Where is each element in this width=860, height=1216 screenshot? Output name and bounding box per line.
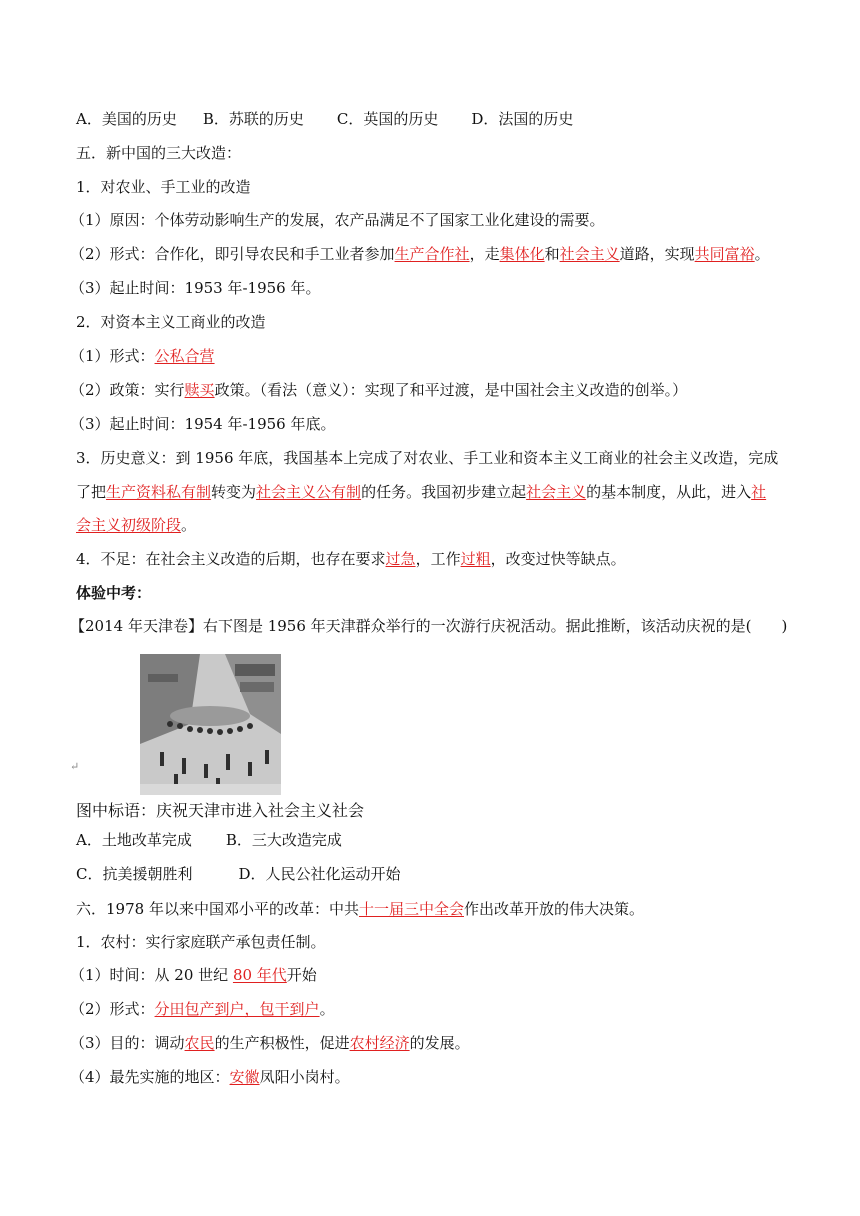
keyword: 十一届三中全会 (358, 900, 464, 918)
question-options-row (76, 108, 573, 130)
option-a: A．土地改革完成 (76, 831, 192, 849)
keyword: 社会主义公有制 (256, 483, 362, 501)
item-text: （3）起止时间：1953 年-1956 年。 (70, 279, 321, 297)
item-text: （2）政策：实行赎买政策。（看法（意义）：实现了和平过渡，是中国社会主义改造的创举。） (70, 381, 688, 399)
parade-photo-drawing (140, 654, 281, 795)
option-c: C．抗美援朝胜利 (76, 865, 193, 883)
parade-photo (140, 654, 281, 795)
exam-options-row-1 (76, 829, 342, 851)
exam-options-row-2 (76, 863, 401, 885)
keyword: 过粗 (460, 550, 491, 568)
keyword: 赎买 (184, 381, 215, 399)
item-text: （3）目的：调动农民的生产积极性，促进农村经济的发展。 (70, 1034, 470, 1052)
exam-heading: 体验中考： (76, 584, 152, 602)
keyword: 生产资料私有制 (106, 483, 212, 501)
item-title: 2．对资本主义工商业的改造 (76, 313, 266, 331)
item-text: （4）最先实施的地区：安徽凤阳小岗村。 (70, 1068, 350, 1086)
option-c: C．英国的历史 (336, 110, 439, 128)
item-text: （1）原因：个体劳动影响生产的发展，农产品满足不了国家工业化建设的需要。 (70, 211, 605, 229)
item-title: 1．农村：实行家庭联产承包责任制。 (76, 933, 326, 951)
keyword: 生产合作社 (394, 245, 470, 263)
item-text: （2）形式：分田包产到户，包干到户。 (70, 1000, 335, 1018)
item-text: 了把生产资料私有制转变为社会主义公有制的任务。我国初步建立起社会主义的基本制度，从此，进入社 (76, 483, 767, 501)
keyword: 80 年代 (232, 966, 287, 984)
option-d: D．法国的历史 (471, 110, 574, 128)
item-text: 3．历史意义：到 1956 年底，我国基本上完成了对农业、手工业和资本主义工商业的社会主义改造，完成 (76, 449, 779, 467)
item-text: （1）时间：从 20 世纪 80 年代开始 (70, 966, 317, 984)
keyword: 会主义初级阶段 (76, 516, 182, 534)
item-text: 会主义初级阶段。 (76, 516, 197, 534)
item-text: （3）起止时间：1954 年-1956 年底。 (70, 415, 336, 433)
item-text: 4．不足：在社会主义改造的后期，也存在要求过急，工作过粗，改变过快等缺点。 (76, 550, 626, 568)
option-b: B．三大改造完成 (225, 831, 342, 849)
keyword: 安徽 (229, 1068, 260, 1086)
section-heading: 六．1978 年以来中国邓小平的改革：中共十一届三中全会作出改革开放的伟大决策。 (76, 900, 644, 918)
option-d: D．人民公社化运动开始 (238, 865, 401, 883)
keyword: 农村经济 (349, 1034, 410, 1052)
keyword: 共同富裕 (694, 245, 755, 263)
item-title: 1．对农业、手工业的改造 (76, 178, 251, 196)
keyword: 社会主义 (559, 245, 620, 263)
item-text: （1）形式：公私合营 (70, 347, 215, 365)
option-a: A．美国的历史 (76, 110, 177, 128)
keyword: 社会主义 (526, 483, 587, 501)
section-heading: 五．新中国的三大改造： (76, 144, 242, 162)
keyword: 农民 (184, 1034, 215, 1052)
keyword: 社 (751, 483, 767, 501)
keyword: 集体化 (499, 245, 545, 263)
exam-question: 【2014 年天津卷】右下图是 1956 年天津群众举行的一次游行庆祝活动。据此推断，该活动庆祝的是( ) (70, 617, 788, 635)
return-mark: ↵ (70, 760, 80, 773)
item-text: （2）形式：合作化，即引导农民和手工业者参加生产合作社，走集体化和社会主义道路，实现共同富裕。 (70, 245, 770, 263)
keyword: 分田包产到户，包干到户 (154, 1000, 320, 1018)
keyword: 过急 (385, 550, 416, 568)
keyword: 公私合营 (154, 347, 215, 365)
option-b: B．苏联的历史 (202, 110, 304, 128)
figure-caption: 图中标语：庆祝天津市进入社会主义社会 (76, 801, 365, 820)
exam-figure (70, 648, 406, 820)
